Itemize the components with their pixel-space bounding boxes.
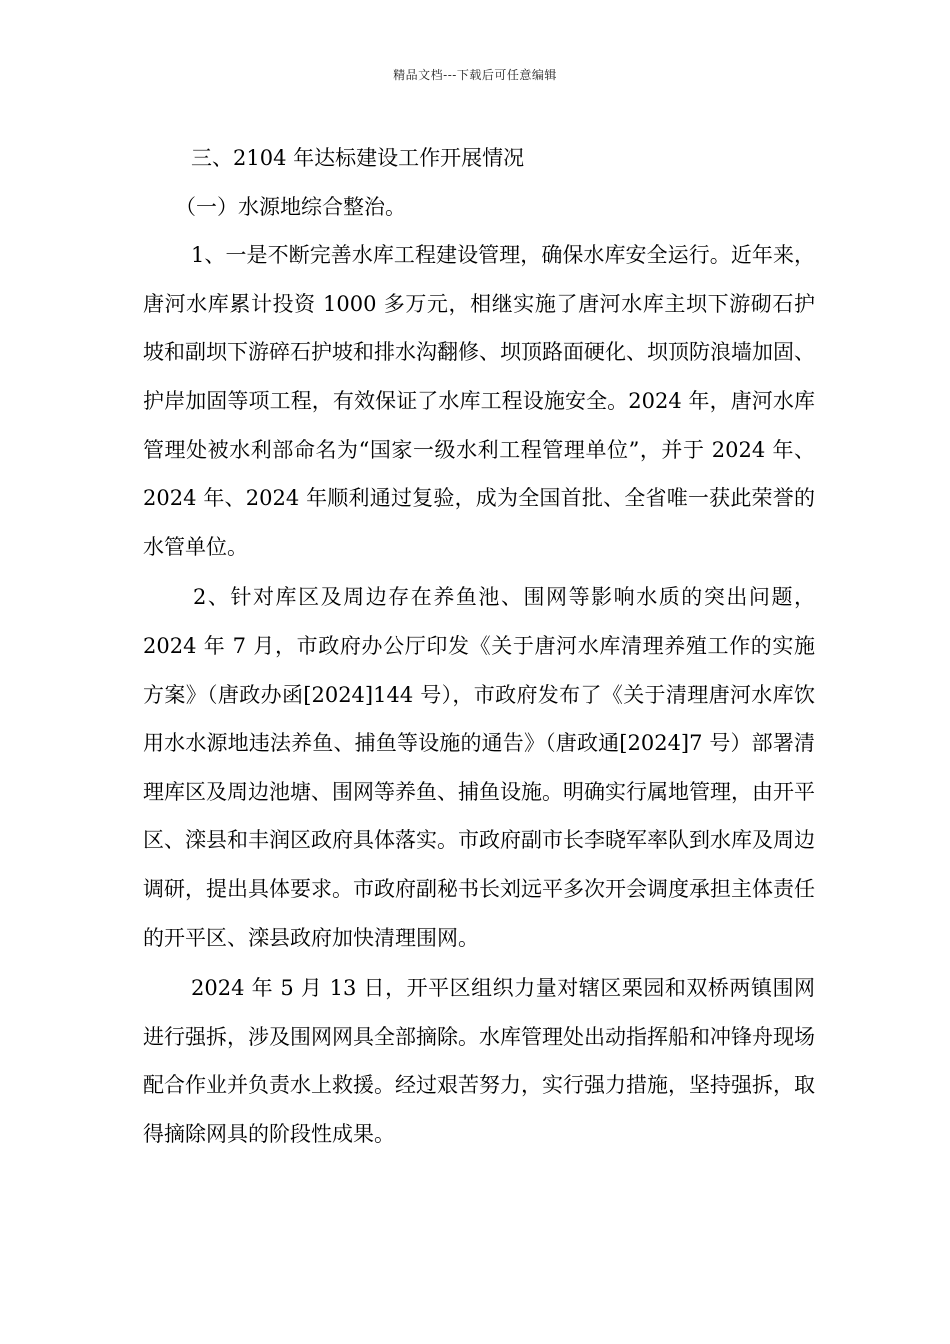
paragraph-1: 1、一是不断完善水库工程建设管理，确保水库安全运行。近年来，唐河水库累计投资 1000 多万元，相继实施了唐河水库主坝下游砌石护坡和副坝下游碎石护坡和排水沟翻修、坝顶路面硬化、坝顶防浪墙加固、护岸加固等项工程，有效保证了水库工程设施安全。2024 年，唐河水库管理处被水利部命名为“国家一级水利工程管理单位”，并于 2024 年、2024 年、2024 年顺利通过复验，成为全国首批、全省唯一获此荣誉的水管单位。	[143, 243, 815, 559]
subsection-heading: （一）水源地综合整治。	[175, 194, 406, 219]
page-header: 精品文档---下载后可任意编辑	[393, 68, 557, 82]
document-body	[143, 134, 815, 1158]
paragraph-3: 2024 年 5 月 13 日，开平区组织力量对辖区栗园和双桥两镇围网进行强拆，涉及围网网具全部摘除。水库管理处出动指挥船和冲锋舟现场配合作业并负责水上救援。经过艰苦努力，实行强力措施，坚持强拆，取得摘除网具的阶段性成果。	[143, 976, 815, 1146]
section-heading: 三、2104 年达标建设工作开展情况	[191, 146, 525, 170]
paragraph-2: 2、针对库区及周边存在养鱼池、围网等影响水质的突出问题，2024 年 7 月，市政府办公厅印发《关于唐河水库清理养殖工作的实施方案》（唐政办函[2024]144 号），市政府发布了《关于清理唐河水库饮用水水源地违法养鱼、捕鱼等设施的通告》（唐政通[2024]7 号）部署清理库区及周边池塘、围网等养鱼、捕鱼设施。明确实行属地管理，由开平区、滦县和丰润区政府具体落实。市政府副市长李晓军率队到水库及周边调研，提出具体要求。市政府副秘书长刘远平多次开会调度承担主体责任的开平区、滦县政府加快清理围网。	[143, 585, 815, 950]
